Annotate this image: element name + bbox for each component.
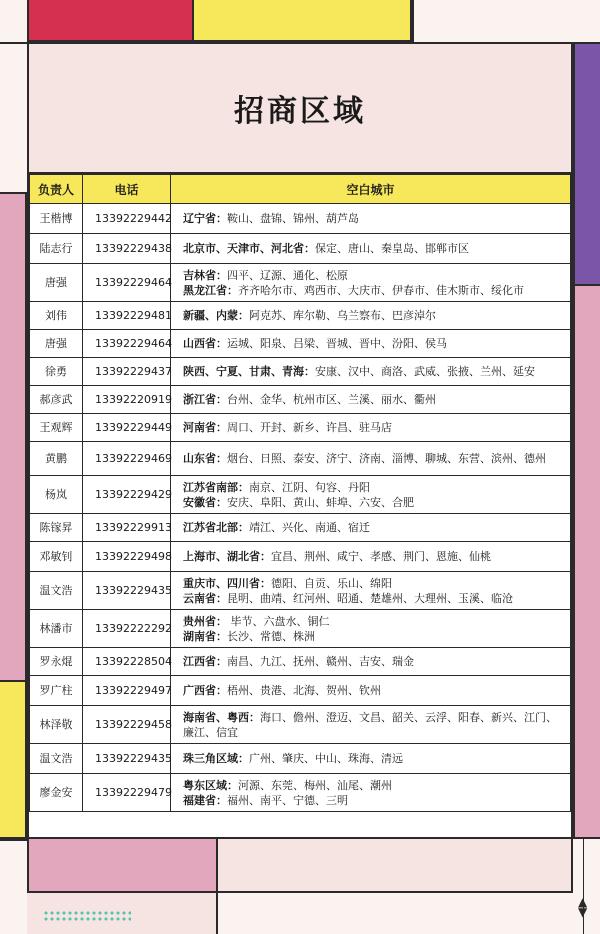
phone-number: 13392229464 [83, 264, 171, 302]
city-cell [171, 330, 571, 358]
province-label: 山东省： [183, 452, 227, 465]
table-row [30, 330, 571, 358]
city-line [183, 629, 566, 644]
person-name: 徐勇 [30, 358, 83, 386]
header-phone: 电话 [83, 175, 171, 204]
table-row [30, 610, 571, 648]
city-line [183, 778, 566, 793]
city-list: 齐齐哈尔市、鸡西市、大庆市、伊春市、佳木斯市、绥化市 [238, 283, 524, 297]
city-cell [171, 476, 571, 514]
divider-line [412, 0, 414, 42]
province-label: 江苏省北部： [183, 521, 249, 534]
purple-block-right [573, 42, 600, 286]
city-list: 烟台、日照、泰安、济宁、济南、淄博、聊城、东营、滨州、德州 [227, 452, 546, 465]
phone-number: 13392229481 [83, 302, 171, 330]
province-label: 云南省： [183, 591, 227, 605]
city-cell [171, 744, 571, 774]
table-row [30, 414, 571, 442]
city-line [183, 654, 566, 669]
table-row [30, 744, 571, 774]
province-label: 重庆市、四川省： [183, 576, 271, 590]
yellow-block-top [194, 0, 412, 42]
city-list: 南京、江阴、句容、丹阳 [249, 480, 370, 494]
region-table [29, 174, 571, 812]
city-list: 南昌、九江、抚州、赣州、吉安、瑞金 [227, 655, 414, 668]
city-line [183, 480, 566, 495]
province-label: 辽宁省： [183, 212, 227, 225]
city-cell [171, 264, 571, 302]
dot-pattern [43, 910, 131, 922]
person-name: 王楷博 [30, 204, 83, 234]
light-block-bottom [218, 839, 573, 893]
table-row [30, 442, 571, 476]
city-cell [171, 774, 571, 812]
province-label: 湖南省： [183, 629, 227, 643]
city-cell [171, 234, 571, 264]
table-header-row [30, 175, 571, 204]
city-line [183, 591, 566, 606]
city-line [183, 336, 566, 351]
phone-number: 13392229458 [83, 706, 171, 744]
city-cell [171, 204, 571, 234]
city-cell [171, 676, 571, 706]
region-table-container [27, 174, 573, 839]
city-cell [171, 302, 571, 330]
phone-number: 13392229435 [83, 572, 171, 610]
city-line [183, 793, 566, 808]
person-name: 林潘市 [30, 610, 83, 648]
phone-number: 13392228504 [83, 648, 171, 676]
city-line [183, 614, 566, 629]
phone-number: 13392229438 [83, 234, 171, 264]
table-row [30, 302, 571, 330]
table-row [30, 514, 571, 542]
city-list: 台州、金华、杭州市区、兰溪、丽水、衢州 [227, 393, 436, 406]
city-line [183, 364, 566, 379]
province-label: 浙江省： [183, 393, 227, 406]
table-row [30, 774, 571, 812]
city-list: 广州、肇庆、中山、珠海、清远 [249, 752, 403, 765]
city-line [183, 520, 566, 535]
table-body [30, 204, 571, 812]
province-label: 广西省： [183, 684, 227, 697]
table-row [30, 234, 571, 264]
person-name: 杨岚 [30, 476, 83, 514]
city-line [183, 420, 566, 435]
province-label: 吉林省： [183, 268, 227, 282]
arrow-up-icon: ▲ [578, 895, 588, 909]
city-line [183, 576, 566, 591]
city-list: 长沙、常德、株洲 [227, 629, 315, 643]
person-name: 郝彦武 [30, 386, 83, 414]
city-cell [171, 610, 571, 648]
table-row [30, 264, 571, 302]
city-line [183, 751, 566, 766]
person-name: 唐强 [30, 264, 83, 302]
city-list: 保定、唐山、秦皇岛、邯郸市区 [315, 242, 469, 255]
person-name: 黄鹏 [30, 442, 83, 476]
province-label: 黑龙江省： [183, 283, 238, 297]
city-cell [171, 572, 571, 610]
city-list: 鞍山、盘锦、锦州、葫芦岛 [227, 212, 359, 225]
province-label: 江西省： [183, 655, 227, 668]
table-row [30, 648, 571, 676]
province-label: 山西省： [183, 337, 227, 350]
city-list: 阿克苏、库尔勒、乌兰察布、巴彦淖尔 [249, 309, 436, 322]
table-row [30, 204, 571, 234]
phone-number: 13392229429 [83, 476, 171, 514]
person-name: 唐强 [30, 330, 83, 358]
title-panel [27, 42, 573, 174]
phone-number: 13392229449 [83, 414, 171, 442]
city-cell [171, 542, 571, 572]
city-cell [171, 386, 571, 414]
phone-number: 13392229913 [83, 514, 171, 542]
city-cell [171, 442, 571, 476]
province-label: 福建省： [183, 793, 227, 807]
person-name: 刘伟 [30, 302, 83, 330]
city-cell [171, 648, 571, 676]
city-list: 梧州、贵港、北海、贺州、钦州 [227, 684, 381, 697]
table-row [30, 358, 571, 386]
divider-line [0, 839, 27, 841]
pink-block-bottom [27, 839, 218, 893]
city-list: 运城、阳泉、吕梁、晋城、晋中、汾阳、侯马 [227, 337, 447, 350]
province-label: 海南省、粤西： [183, 710, 260, 724]
city-list: 靖江、兴化、南通、宿迁 [249, 521, 370, 534]
city-cell [171, 414, 571, 442]
person-name: 陈镓昇 [30, 514, 83, 542]
person-name: 罗永焜 [30, 648, 83, 676]
province-label: 贵州省： [183, 614, 227, 628]
city-list: 海口、儋州、澄迈、文昌、韶关、云浮、阳春、新兴、江门、廉江、信宜 [183, 710, 557, 739]
pink-block-left [0, 192, 27, 682]
person-name: 王观辉 [30, 414, 83, 442]
city-line [183, 683, 566, 698]
table-row [30, 542, 571, 572]
city-list: 安康、汉中、商洛、武威、张掖、兰州、延安 [315, 365, 535, 378]
person-name: 邓敏钊 [30, 542, 83, 572]
page-title: 招商区域 [234, 94, 366, 129]
phone-number: 13392222292 [83, 610, 171, 648]
divider-line [583, 839, 584, 934]
table-row [30, 706, 571, 744]
province-label: 河南省： [183, 421, 227, 434]
arrow-down-icon: ▼ [578, 905, 588, 919]
header-person: 负责人 [30, 175, 83, 204]
city-line [183, 308, 566, 323]
city-list: 德阳、自贡、乐山、绵阳 [271, 576, 392, 590]
city-list: 四平、辽源、通化、松原 [227, 268, 348, 282]
table-row [30, 476, 571, 514]
person-name: 廖金安 [30, 774, 83, 812]
phone-number: 13392229464 [83, 330, 171, 358]
province-label: 新疆、内蒙： [183, 309, 249, 322]
city-line [183, 283, 566, 298]
province-label: 北京市、天津市、河北省： [183, 242, 315, 255]
header-cities: 空白城市 [171, 175, 571, 204]
city-list: 昆明、曲靖、红河州、昭通、楚雄州、大理州、玉溪、临沧 [227, 591, 513, 605]
city-list: 河源、东莞、梅州、汕尾、潮州 [238, 778, 392, 792]
phone-number: 13392220919 [83, 386, 171, 414]
city-line [183, 495, 566, 510]
phone-number: 13392229498 [83, 542, 171, 572]
province-label: 上海市、湖北省： [183, 550, 271, 563]
red-block-top [27, 0, 194, 42]
city-cell [171, 706, 571, 744]
person-name: 林泽敬 [30, 706, 83, 744]
phone-number: 13392229437 [83, 358, 171, 386]
city-line [183, 549, 566, 564]
province-label: 江苏省南部： [183, 480, 249, 494]
city-line [183, 211, 566, 226]
city-line [183, 451, 566, 466]
phone-number: 13392229479 [83, 774, 171, 812]
city-line [183, 710, 566, 740]
city-cell [171, 358, 571, 386]
phone-number: 13392229442 [83, 204, 171, 234]
city-line [183, 268, 566, 283]
city-line [183, 241, 566, 256]
table-row [30, 676, 571, 706]
phone-number: 13392229469 [83, 442, 171, 476]
city-cell [171, 514, 571, 542]
province-label: 粤东区域： [183, 778, 238, 792]
yellow-block-left [0, 682, 27, 839]
province-label: 安徽省： [183, 495, 227, 509]
phone-number: 13392229435 [83, 744, 171, 774]
person-name: 罗广柱 [30, 676, 83, 706]
pink-block-right [573, 286, 600, 839]
province-label: 陕西、宁夏、甘肃、青海： [183, 365, 315, 378]
phone-number: 13392229497 [83, 676, 171, 706]
table-row [30, 386, 571, 414]
person-name: 温文浩 [30, 572, 83, 610]
city-list: 福州、南平、宁德、三明 [227, 793, 348, 807]
city-list: 周口、开封、新乡、许昌、驻马店 [227, 421, 392, 434]
person-name: 温文浩 [30, 744, 83, 774]
person-name: 陆志行 [30, 234, 83, 264]
city-list: 毕节、六盘水、铜仁 [227, 614, 330, 628]
divider-line [0, 42, 27, 44]
table-row [30, 572, 571, 610]
province-label: 珠三角区域： [183, 752, 249, 765]
city-line [183, 392, 566, 407]
city-list: 宜昌、荆州、咸宁、孝感、荆门、恩施、仙桃 [271, 550, 491, 563]
city-list: 安庆、阜阳、黄山、蚌埠、六安、合肥 [227, 495, 414, 509]
